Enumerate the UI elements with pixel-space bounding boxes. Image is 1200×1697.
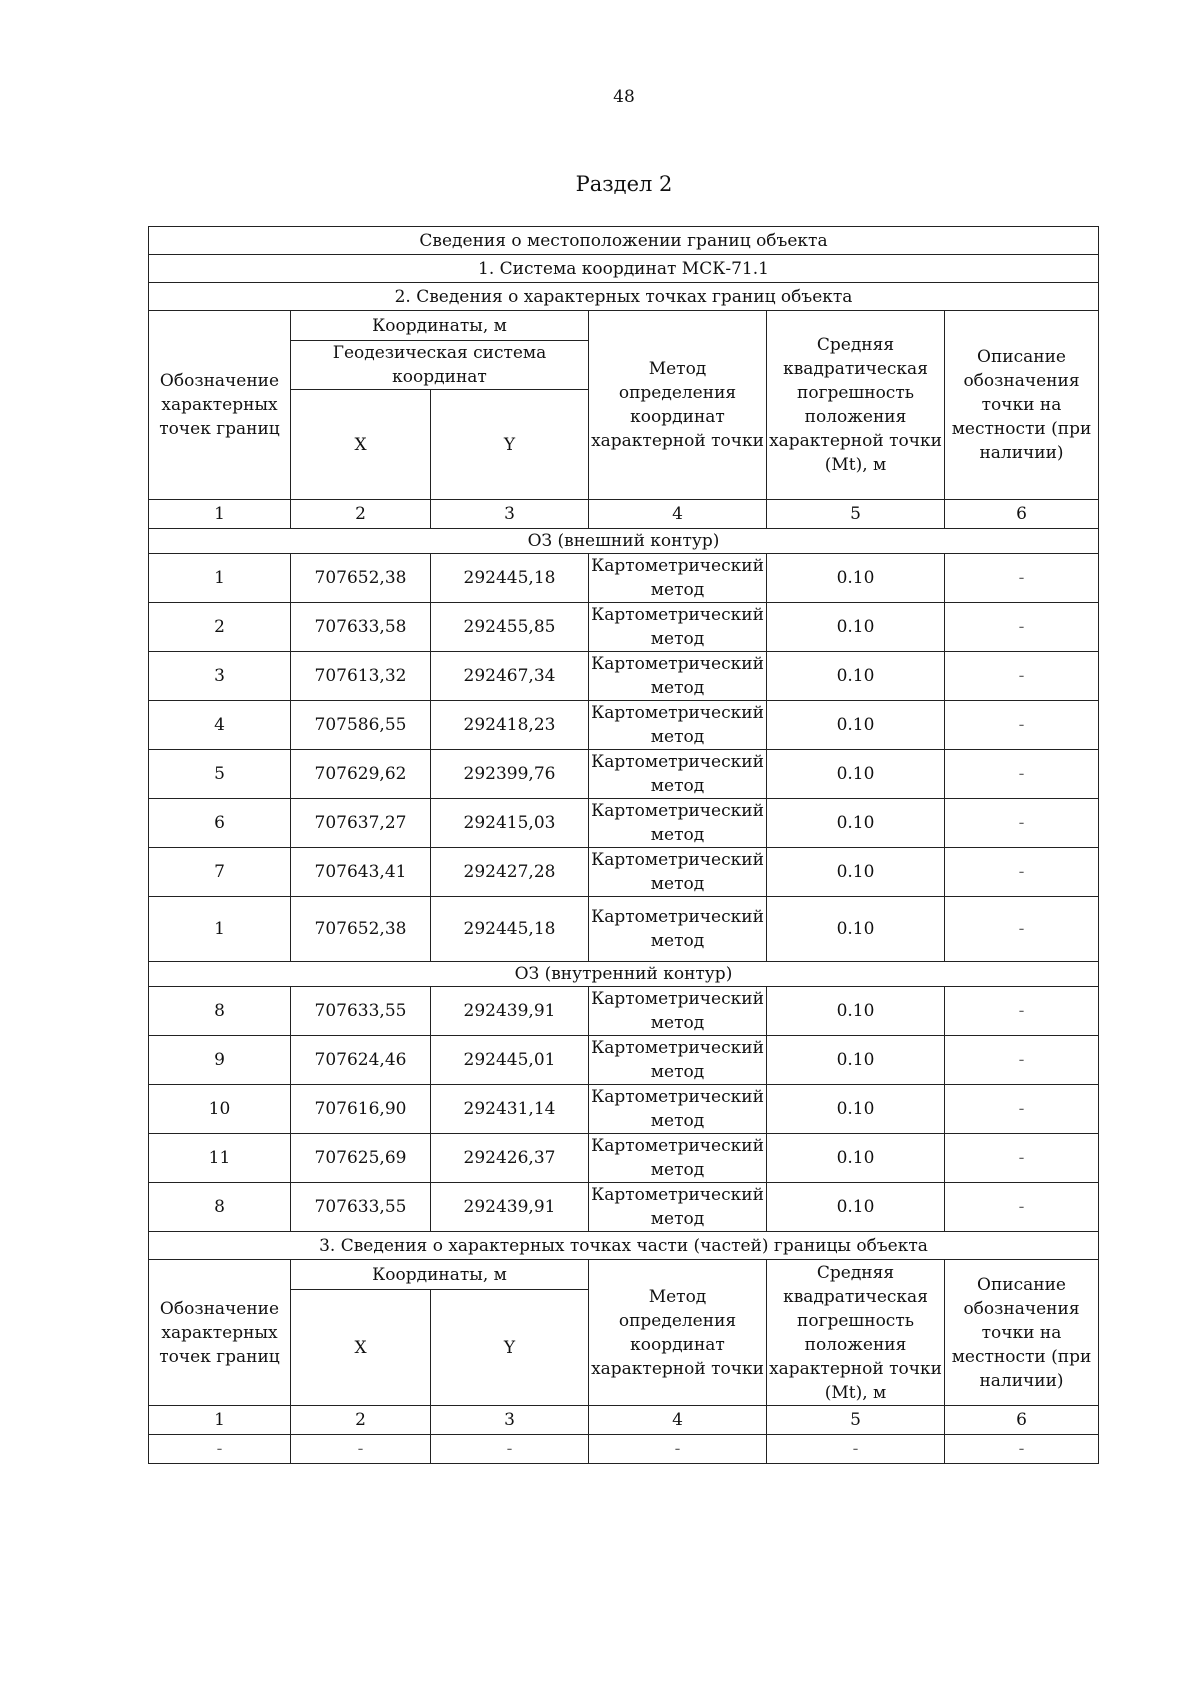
table-row [149, 1435, 1099, 1464]
x-cell: 707629,62 [291, 750, 431, 799]
mt-cell: 0.10 [767, 987, 945, 1036]
mt-cell: 0.10 [767, 652, 945, 701]
point-cell: 11 [149, 1134, 291, 1183]
column-numbers-row [149, 500, 1099, 529]
section-title: Раздел 2 [575, 172, 673, 196]
empty-cell: - [149, 1435, 291, 1464]
description-cell: - [945, 750, 1099, 799]
description-cell: - [945, 897, 1099, 962]
x-cell: 707624,46 [291, 1036, 431, 1085]
method-cell: Картометрический метод [589, 1183, 767, 1232]
coord-system: 1. Система координат МСК-71.1 [149, 255, 1099, 283]
table-row [149, 1183, 1099, 1232]
method-cell: Картометрический метод [589, 652, 767, 701]
mt-cell: 0.10 [767, 1183, 945, 1232]
mt-cell: 0.10 [767, 701, 945, 750]
description-cell: - [945, 848, 1099, 897]
y-cell: 292455,85 [431, 603, 589, 652]
y-cell: 292415,03 [431, 799, 589, 848]
column-number: 5 [767, 1406, 945, 1435]
header-method: Метод определения координат характерной точки [589, 311, 767, 500]
boundary-table [148, 226, 1099, 1464]
empty-cell: - [291, 1435, 431, 1464]
x-cell: 707633,55 [291, 1183, 431, 1232]
mt-cell: 0.10 [767, 1036, 945, 1085]
description-cell: - [945, 701, 1099, 750]
column-number: 3 [431, 1406, 589, 1435]
header-coordinates: Координаты, м [291, 311, 589, 341]
x-cell: 707643,41 [291, 848, 431, 897]
table-row [149, 750, 1099, 799]
table-row [149, 799, 1099, 848]
y-cell: 292418,23 [431, 701, 589, 750]
mt-cell: 0.10 [767, 750, 945, 799]
description-cell: - [945, 1085, 1099, 1134]
method-cell: Картометрический метод [589, 799, 767, 848]
header-x: X [291, 390, 431, 500]
header-error: Средняя квадратическая погрешность положения характерной точки (Mt), м [767, 1260, 945, 1406]
method-cell: Картометрический метод [589, 701, 767, 750]
table-title: Сведения о местоположении границ объекта [149, 227, 1099, 255]
header-y: Y [431, 1290, 589, 1406]
column-number: 4 [589, 1406, 767, 1435]
x-cell: 707633,55 [291, 987, 431, 1036]
description-cell: - [945, 987, 1099, 1036]
column-number: 3 [431, 500, 589, 529]
table-row [149, 652, 1099, 701]
header-y: Y [431, 390, 589, 500]
point-cell: 2 [149, 603, 291, 652]
y-cell: 292439,91 [431, 987, 589, 1036]
table-row [149, 1085, 1099, 1134]
header-designation: Обозначение характерных точек границ [149, 1260, 291, 1406]
header-designation: Обозначение характерных точек границ [149, 311, 291, 500]
x-cell: 707613,32 [291, 652, 431, 701]
header-method: Метод определения координат характерной точки [589, 1260, 767, 1406]
method-cell: Картометрический метод [589, 848, 767, 897]
point-cell: 5 [149, 750, 291, 799]
header-error: Средняя квадратическая погрешность положения характерной точки (Mt), м [767, 311, 945, 500]
table-row [149, 987, 1099, 1036]
column-number: 4 [589, 500, 767, 529]
point-cell: 8 [149, 1183, 291, 1232]
group-title: ОЗ (внешний контур) [149, 529, 1099, 554]
y-cell: 292467,34 [431, 652, 589, 701]
empty-cell: - [767, 1435, 945, 1464]
y-cell: 292399,76 [431, 750, 589, 799]
method-cell: Картометрический метод [589, 1085, 767, 1134]
group-title: ОЗ (внутренний контур) [149, 962, 1099, 987]
x-cell: 707637,27 [291, 799, 431, 848]
empty-cell: - [589, 1435, 767, 1464]
description-cell: - [945, 652, 1099, 701]
point-cell: 9 [149, 1036, 291, 1085]
description-cell: - [945, 603, 1099, 652]
table-row [149, 1134, 1099, 1183]
method-cell: Картометрический метод [589, 603, 767, 652]
method-cell: Картометрический метод [589, 750, 767, 799]
method-cell: Картометрический метод [589, 1134, 767, 1183]
mt-cell: 0.10 [767, 603, 945, 652]
x-cell: 707625,69 [291, 1134, 431, 1183]
column-number: 1 [149, 500, 291, 529]
y-cell: 292439,91 [431, 1183, 589, 1232]
page-number: 48 [613, 87, 635, 107]
column-number: 6 [945, 500, 1099, 529]
part3-title: 3. Сведения о характерных точках части (частей) границы объекта [149, 1232, 1099, 1260]
mt-cell: 0.10 [767, 554, 945, 603]
point-cell: 10 [149, 1085, 291, 1134]
point-cell: 4 [149, 701, 291, 750]
empty-cell: - [945, 1435, 1099, 1464]
header-coordinates: Координаты, м [291, 1260, 589, 1290]
point-cell: 8 [149, 987, 291, 1036]
method-cell: Картометрический метод [589, 554, 767, 603]
mt-cell: 0.10 [767, 1085, 945, 1134]
table-row [149, 1036, 1099, 1085]
method-cell: Картометрический метод [589, 897, 767, 962]
column-number: 5 [767, 500, 945, 529]
description-cell: - [945, 554, 1099, 603]
empty-cell: - [431, 1435, 589, 1464]
table-row [149, 603, 1099, 652]
y-cell: 292445,01 [431, 1036, 589, 1085]
header-geodetic-system: Геодезическая система координат [291, 341, 589, 390]
point-cell: 6 [149, 799, 291, 848]
column-number: 6 [945, 1406, 1099, 1435]
description-cell: - [945, 1183, 1099, 1232]
header-description: Описание обозначения точки на местности (при наличии) [945, 311, 1099, 500]
y-cell: 292431,14 [431, 1085, 589, 1134]
point-cell: 1 [149, 897, 291, 962]
y-cell: 292426,37 [431, 1134, 589, 1183]
point-cell: 3 [149, 652, 291, 701]
mt-cell: 0.10 [767, 848, 945, 897]
y-cell: 292427,28 [431, 848, 589, 897]
table-row [149, 897, 1099, 962]
column-numbers-row [149, 1406, 1099, 1435]
x-cell: 707616,90 [291, 1085, 431, 1134]
x-cell: 707652,38 [291, 554, 431, 603]
point-cell: 7 [149, 848, 291, 897]
column-number: 2 [291, 500, 431, 529]
mt-cell: 0.10 [767, 1134, 945, 1183]
description-cell: - [945, 1134, 1099, 1183]
y-cell: 292445,18 [431, 554, 589, 603]
group-title-row [149, 529, 1099, 554]
group-title-row [149, 962, 1099, 987]
mt-cell: 0.10 [767, 897, 945, 962]
header-x: X [291, 1290, 431, 1406]
mt-cell: 0.10 [767, 799, 945, 848]
point-cell: 1 [149, 554, 291, 603]
column-number: 1 [149, 1406, 291, 1435]
y-cell: 292445,18 [431, 897, 589, 962]
description-cell: - [945, 799, 1099, 848]
part2-title: 2. Сведения о характерных точках границ объекта [149, 283, 1099, 311]
x-cell: 707586,55 [291, 701, 431, 750]
x-cell: 707652,38 [291, 897, 431, 962]
x-cell: 707633,58 [291, 603, 431, 652]
column-number: 2 [291, 1406, 431, 1435]
header-description: Описание обозначения точки на местности (при наличии) [945, 1260, 1099, 1406]
table-row [149, 554, 1099, 603]
table-row [149, 848, 1099, 897]
method-cell: Картометрический метод [589, 987, 767, 1036]
table-row [149, 701, 1099, 750]
description-cell: - [945, 1036, 1099, 1085]
method-cell: Картометрический метод [589, 1036, 767, 1085]
